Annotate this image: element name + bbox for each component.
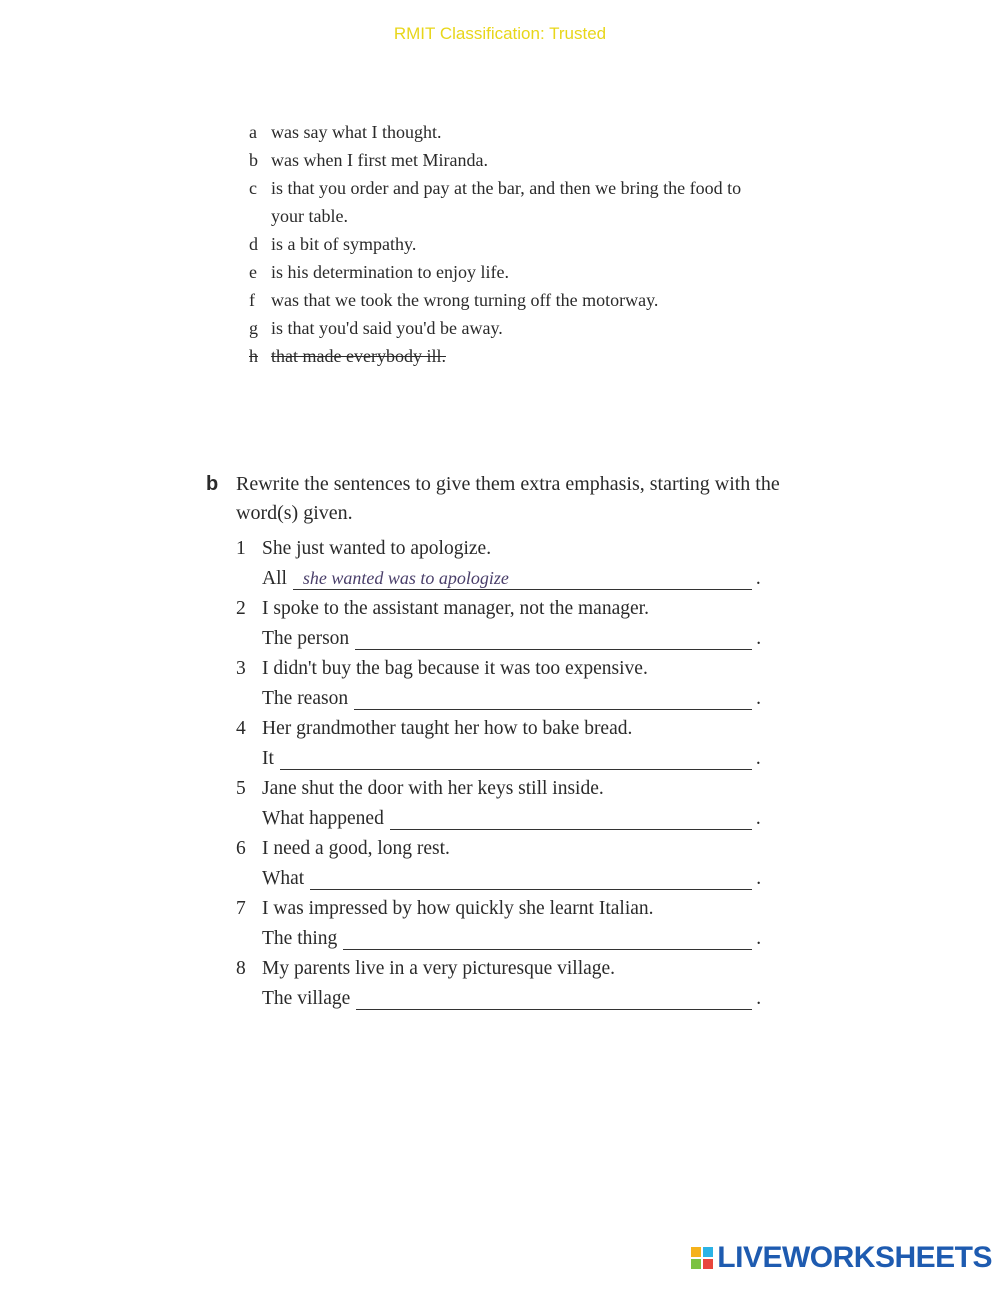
- question-line: [236, 954, 786, 984]
- instruction-text: Rewrite the sentences to give them extra emphasis, starting with the word(s) given.: [236, 473, 780, 524]
- sentence-starter: What happened: [262, 808, 384, 829]
- sentence-starter: The person: [262, 628, 350, 649]
- option-letter: f: [249, 290, 255, 310]
- item-sentence: She just wanted to apologize.: [262, 538, 492, 559]
- item-number: 6: [236, 838, 246, 859]
- answer-line: [262, 564, 786, 594]
- answer-blank[interactable]: [310, 866, 752, 890]
- option-letter: e: [249, 262, 257, 282]
- answer-period: .: [756, 628, 762, 649]
- answer-period: .: [755, 568, 761, 589]
- option-letter: c: [249, 178, 257, 198]
- sentence-starter: It: [262, 748, 274, 769]
- option-text: is that you'd said you'd be away.: [271, 318, 503, 338]
- answer-period: .: [756, 928, 762, 949]
- liveworksheets-logo: [691, 1241, 992, 1275]
- answer-blank[interactable]: [354, 686, 752, 710]
- logo-square: [691, 1259, 701, 1269]
- exercise-items: [236, 534, 786, 1014]
- option-letter: h: [249, 346, 258, 366]
- item-number: 8: [236, 958, 246, 979]
- question-line: [236, 894, 786, 924]
- exercise-item: [236, 534, 786, 594]
- sentence-starter: The thing: [262, 928, 338, 949]
- option-item: [249, 174, 769, 230]
- answer-blank[interactable]: [343, 926, 752, 950]
- item-number: 1: [236, 538, 246, 559]
- option-text: was say what I thought.: [271, 122, 442, 142]
- options-list: [249, 118, 769, 370]
- option-text: was that we took the wrong turning off the motorway.: [271, 290, 659, 310]
- answer-line: [262, 624, 786, 654]
- answer-line: [262, 804, 786, 834]
- option-text: is that you order and pay at the bar, and then we bring the food to your table.: [271, 178, 742, 226]
- option-item: [249, 118, 769, 146]
- logo-square: [703, 1259, 713, 1269]
- option-text: that made everybody ill.: [271, 346, 446, 366]
- logo-text: LIVEWORKSHEETS: [717, 1241, 992, 1274]
- answer-blank[interactable]: [390, 806, 752, 830]
- exercise-item: [236, 954, 786, 1014]
- answer-blank[interactable]: [280, 746, 752, 770]
- answer-period: .: [756, 688, 761, 709]
- option-text: is his determination to enjoy life.: [271, 262, 509, 282]
- option-letter: a: [249, 122, 257, 142]
- classification-label: RMIT Classification: Trusted: [393, 24, 607, 43]
- option-letter: d: [249, 234, 258, 254]
- item-number: 5: [236, 778, 246, 799]
- item-number: 3: [236, 658, 246, 679]
- question-line: [236, 654, 786, 684]
- option-item: [249, 314, 769, 342]
- answer-period: .: [756, 988, 762, 1009]
- exercise-section-b: [206, 470, 786, 1014]
- answer-blank[interactable]: [355, 626, 752, 650]
- item-sentence: I was impressed by how quickly she learnt Italian.: [262, 898, 654, 919]
- answer-blank[interactable]: [356, 986, 752, 1010]
- exercise-item: [236, 714, 786, 774]
- option-item: [249, 146, 769, 174]
- logo-square: [703, 1247, 713, 1257]
- question-line: [236, 594, 786, 624]
- option-item: [249, 342, 769, 370]
- exercise-item: [236, 654, 786, 714]
- answer-period: .: [755, 808, 761, 829]
- option-item: [249, 258, 769, 286]
- option-text: is a bit of sympathy.: [271, 234, 417, 254]
- exercise-item: [236, 774, 786, 834]
- exercise-item: [236, 594, 786, 654]
- question-line: [236, 834, 786, 864]
- answer-blank[interactable]: she wanted was to apologize: [293, 566, 752, 590]
- item-sentence: My parents live in a very picturesque village.: [262, 958, 616, 979]
- answer-line: [262, 984, 786, 1014]
- answer-line: [262, 924, 786, 954]
- sentence-starter: The reason: [262, 688, 349, 709]
- option-item: [249, 286, 769, 314]
- option-text: was when I first met Miranda.: [271, 150, 488, 170]
- question-line: [236, 534, 786, 564]
- answer-period: .: [755, 748, 761, 769]
- exercise-item: [236, 894, 786, 954]
- item-number: 2: [236, 598, 246, 619]
- logo-square: [691, 1247, 701, 1257]
- item-sentence: I need a good, long rest.: [262, 838, 450, 859]
- logo-mark-icon: [691, 1247, 713, 1269]
- answer-period: .: [756, 868, 762, 889]
- option-letter: g: [249, 318, 258, 338]
- option-letter: b: [249, 150, 258, 170]
- sentence-starter: What: [262, 868, 305, 889]
- option-item: [249, 230, 769, 258]
- item-sentence: Jane shut the door with her keys still inside.: [262, 778, 604, 799]
- item-number: 4: [236, 718, 246, 739]
- answer-line: [262, 864, 786, 894]
- item-sentence: I spoke to the assistant manager, not the manager.: [262, 598, 649, 619]
- answer-line: [262, 684, 786, 714]
- question-line: [236, 774, 786, 804]
- item-sentence: I didn't buy the bag because it was too expensive.: [262, 658, 648, 679]
- item-number: 7: [236, 898, 246, 919]
- question-line: [236, 714, 786, 744]
- item-sentence: Her grandmother taught her how to bake bread.: [262, 718, 633, 739]
- sentence-starter: The village: [262, 988, 351, 1009]
- exercise-item: [236, 834, 786, 894]
- answer-line: [262, 744, 786, 774]
- section-letter: b: [206, 473, 219, 495]
- sentence-starter: All: [262, 568, 287, 589]
- instruction: [206, 470, 786, 528]
